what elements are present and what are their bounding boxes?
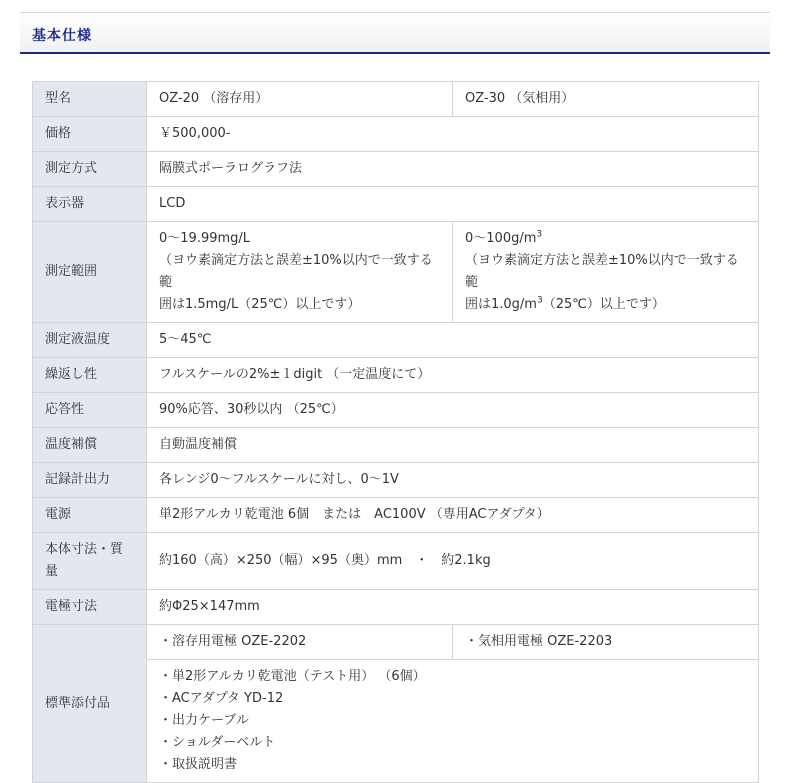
- range-b-line3-text: 囲は1.0g/m: [465, 297, 537, 312]
- value-size: 約160（高）×250（幅）×95（奥）mm ・ 約2.1kg: [147, 533, 759, 590]
- row-temp: [33, 323, 759, 358]
- accessory-item: ・取扱説明書: [159, 757, 238, 772]
- spec-table: [32, 81, 759, 783]
- row-repeat: [33, 358, 759, 393]
- value-accessories-b: ・気相用電極 OZE-2203: [453, 625, 759, 660]
- value-response: 90%応答、30秒以内 （25℃）: [147, 393, 759, 428]
- label-method: 測定方式: [33, 152, 147, 187]
- label-repeat: 繰返し性: [33, 358, 147, 393]
- label-compensation: 温度補償: [33, 428, 147, 463]
- value-compensation: 自動温度補償: [147, 428, 759, 463]
- value-temp: 5～45℃: [147, 323, 759, 358]
- range-b-line2: （ヨウ素滴定方法と誤差±10%以内で一致する範: [465, 253, 739, 290]
- accessory-item: ・単2形アルカリ乾電池（テスト用） （6個）: [159, 669, 426, 684]
- range-b-line1: [465, 228, 746, 250]
- value-accessories-a: ・溶存用電極 OZE-2202: [147, 625, 453, 660]
- row-method: [33, 152, 759, 187]
- value-range-b: [453, 222, 759, 323]
- value-range-a: [147, 222, 453, 323]
- value-model-a: OZ-20 （溶存用）: [147, 82, 453, 117]
- label-display: 表示器: [33, 187, 147, 222]
- row-response: [33, 393, 759, 428]
- row-size: [33, 533, 759, 590]
- row-output: [33, 463, 759, 498]
- value-power: 単2形アルカリ乾電池 6個 または AC100V （専用ACアダプタ）: [147, 498, 759, 533]
- value-accessories-items: [147, 660, 759, 783]
- label-electrode: 電極寸法: [33, 590, 147, 625]
- value-output: 各レンジ0～フルスケールに対し、0～1V: [147, 463, 759, 498]
- value-electrode: 約Φ25×147mm: [147, 590, 759, 625]
- row-power: [33, 498, 759, 533]
- value-display: LCD: [147, 187, 759, 222]
- value-repeat: フルスケールの2%±１digit （一定温度にて）: [147, 358, 759, 393]
- range-b-line3-post: （25℃）以上です）: [542, 297, 665, 312]
- range-b-line1-text: 0～100g/m: [465, 231, 537, 246]
- label-size: 本体寸法・質量: [33, 533, 147, 590]
- label-model: 型名: [33, 82, 147, 117]
- accessory-item: ・ACアダプタ YD-12: [159, 691, 284, 706]
- range-a-line2: （ヨウ素滴定方法と誤差±10%以内で一致する範: [159, 253, 433, 290]
- range-b-line1-sup: 3: [536, 229, 543, 240]
- label-output: 記録計出力: [33, 463, 147, 498]
- label-response: 応答性: [33, 393, 147, 428]
- row-display: [33, 187, 759, 222]
- range-a-line3: 囲は1.5mg/L（25℃）以上です）: [159, 297, 361, 312]
- row-compensation: [33, 428, 759, 463]
- range-a-line1: 0～19.99mg/L: [159, 231, 251, 246]
- row-model: [33, 82, 759, 117]
- label-power: 電源: [33, 498, 147, 533]
- label-temp: 測定液温度: [33, 323, 147, 358]
- range-b-line3-sup: 3: [536, 295, 543, 306]
- section-title: 基本仕様: [32, 28, 92, 44]
- value-price: ￥500,000-: [147, 117, 759, 152]
- accessory-item: ・ショルダーベルト: [159, 735, 276, 750]
- label-price: 価格: [33, 117, 147, 152]
- label-range: 測定範囲: [33, 222, 147, 323]
- value-method: 隔膜式ポーラログラフ法: [147, 152, 759, 187]
- row-price: [33, 117, 759, 152]
- label-accessories: 標準添付品: [33, 625, 147, 783]
- row-accessories-electrodes: [33, 625, 759, 660]
- row-range: [33, 222, 759, 323]
- section-header: [20, 12, 770, 54]
- value-model-b: OZ-30 （気相用）: [453, 82, 759, 117]
- row-electrode: [33, 590, 759, 625]
- accessory-item: ・出力ケーブル: [159, 713, 249, 728]
- range-b-line3: [465, 294, 746, 316]
